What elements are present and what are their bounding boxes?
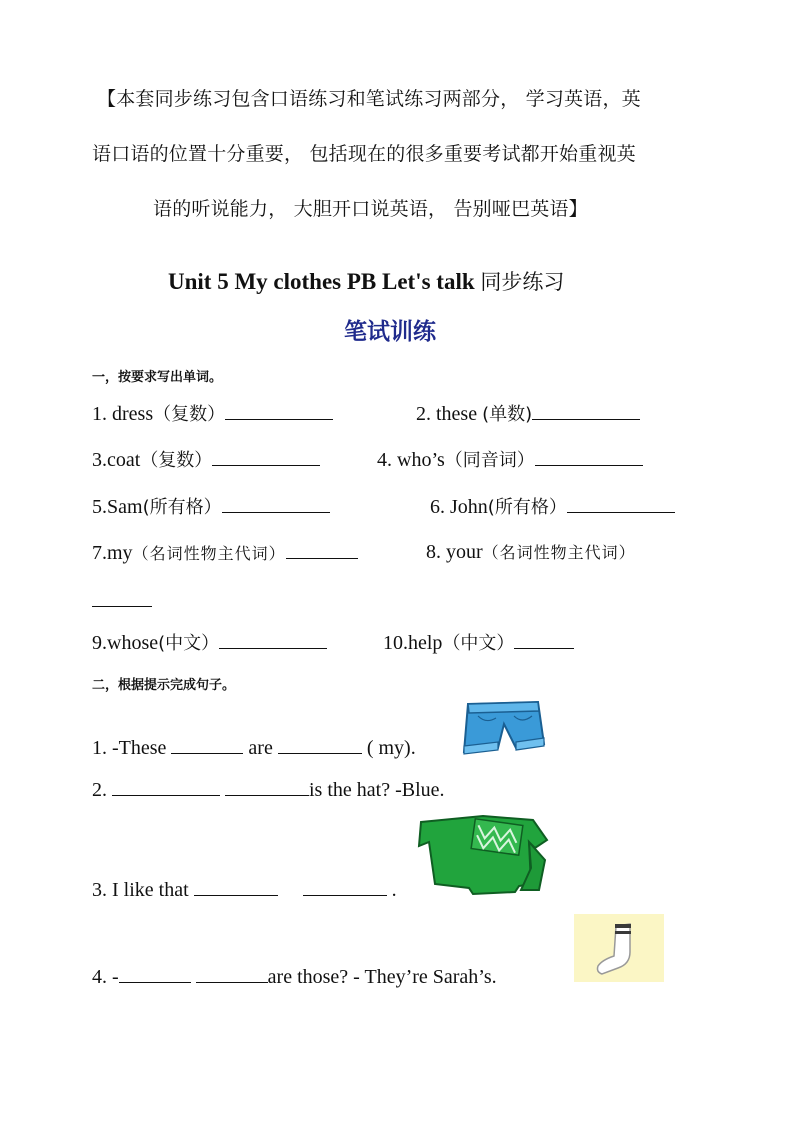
answer-blank[interactable] (303, 877, 387, 896)
shorts-icon (458, 698, 548, 756)
answer-blank[interactable] (514, 630, 574, 649)
intro-line-2: 语口语的位置十分重要， 包括现在的很多重要考试都开始重视英 (92, 143, 636, 165)
answer-blank[interactable] (222, 494, 330, 513)
answer-blank[interactable] (196, 964, 268, 983)
intro-line-1: 【本套同步练习包含口语练习和笔试练习两部分， 学习英语，英 (97, 88, 641, 110)
answer-blank[interactable] (532, 401, 640, 420)
section-2-heading: 二，根据提示完成句子。 (92, 678, 236, 693)
answer-blank[interactable] (171, 735, 243, 754)
answer-blank[interactable] (92, 588, 152, 607)
exercise-item-1: 1. dress（复数） (92, 400, 333, 426)
answer-blank[interactable] (112, 777, 220, 796)
exercise-item-3: 3.coat（复数） (92, 446, 320, 472)
sentence-4: 4. - are those? - They’re Sarah’s. (92, 966, 497, 988)
sentence-2: 2. is the hat? -Blue. (92, 779, 445, 801)
sock-icon (574, 914, 664, 982)
page-title-en: Unit 5 My clothes PB Let's talk (168, 269, 481, 294)
exercise-item-9: 9.whose(中文） (92, 629, 327, 655)
answer-blank[interactable] (225, 777, 309, 796)
answer-blank[interactable] (119, 964, 191, 983)
exercise-item-2: 2. these (单数) (416, 400, 640, 426)
intro-line-3: 语的听说能力， 大胆开口说英语， 告别哑巴英语】 (153, 198, 588, 220)
exercise-item-8-blank (92, 588, 152, 613)
exercise-item-10: 10.help（中文） (383, 629, 574, 655)
exercise-item-5: 5.Sam(所有格） (92, 493, 330, 519)
answer-blank[interactable] (194, 877, 278, 896)
answer-blank[interactable] (535, 447, 643, 466)
sweater-icon (413, 812, 551, 898)
page-subtitle: 笔试训练 (344, 319, 436, 345)
answer-blank[interactable] (286, 540, 358, 559)
answer-blank[interactable] (225, 401, 333, 420)
exercise-item-7: 7.my（名词性物主代词） (92, 540, 358, 565)
page-title (168, 266, 564, 296)
page-title-cn: 同步练习 (480, 270, 565, 294)
answer-blank[interactable] (278, 735, 362, 754)
exercise-item-4: 4. who’s（同音词） (377, 446, 643, 472)
sentence-3: 3. I like that . (92, 879, 397, 901)
exercise-item-8: 8. your（名词性物主代词） (426, 541, 636, 563)
answer-blank[interactable] (212, 447, 320, 466)
exercise-item-6: 6. John(所有格） (430, 493, 675, 519)
sentence-1: 1. -These are ( my). (92, 737, 416, 759)
section-1-heading: 一，按要求写出单词。 (92, 370, 223, 385)
answer-blank[interactable] (567, 494, 675, 513)
answer-blank[interactable] (219, 630, 327, 649)
